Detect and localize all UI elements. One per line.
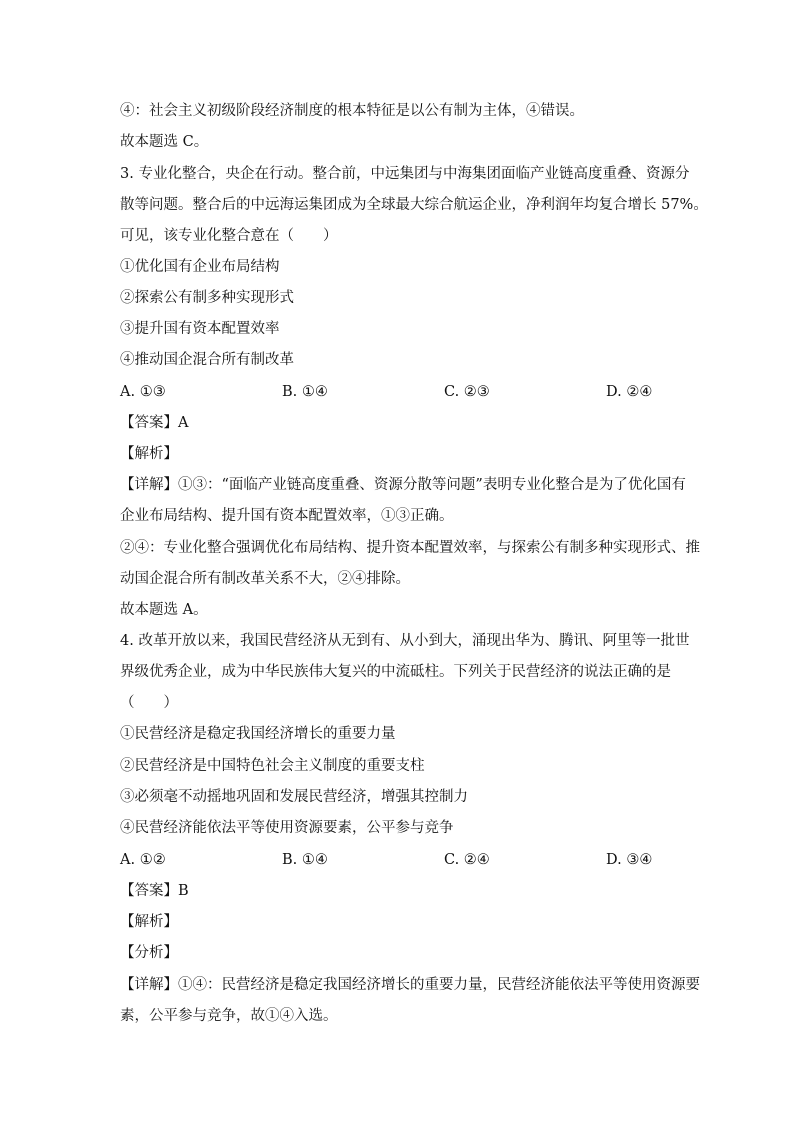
explanation-line: 【详解】①③：“面临产业链高度重叠、资源分散等问题”表明专业化整合是为了优化国有 [120, 477, 686, 493]
option-a: A. ①② [120, 852, 166, 868]
question-3-stem: 散等问题。整合后的中远海运集团成为全球最大综合航运企业，净利润年均复合增长 57%。 [120, 197, 708, 213]
statement: ②民营经济是中国特色社会主义制度的重要支柱 [120, 758, 425, 774]
option-d: D. ③④ [606, 852, 653, 868]
explanation-line: 【详解】①④：民营经济是稳定我国经济增长的重要力量，民营经济能依法平等使用资源要 [120, 977, 700, 993]
statement: ④推动国企混合所有制改革 [120, 352, 294, 368]
answer-label: 【答案】B [120, 883, 189, 899]
statement: ③提升国有资本配置效率 [120, 321, 280, 337]
answer-label: 【答案】A [120, 415, 189, 431]
statement: ①民营经济是稳定我国经济增长的重要力量 [120, 726, 396, 742]
question-4-stem: 4. 改革开放以来，我国民营经济从无到有、从小到大，涌现出华为、腾讯、阿里等一批世 [120, 633, 690, 649]
analysis-label: 【解析】 [120, 446, 178, 462]
option-c: C. ②③ [444, 384, 490, 400]
text-line: 故本题选 C。 [120, 134, 209, 150]
explanation-line: 素，公平参与竞争，故①④入选。 [120, 1008, 338, 1024]
option-a: A. ①③ [120, 384, 166, 400]
explanation-line: 动国企混合所有制改革关系不大，②④排除。 [120, 571, 410, 587]
analysis-label: 【分析】 [120, 945, 178, 961]
text-line: 故本题选 A。 [120, 602, 208, 618]
statement: ①优化国有企业布局结构 [120, 259, 280, 275]
option-d: D. ②④ [606, 384, 653, 400]
analysis-label: 【解析】 [120, 914, 178, 930]
option-b: B. ①④ [282, 384, 328, 400]
text-line: ④：社会主义初级阶段经济制度的根本特征是以公有制为主体，④错误。 [120, 103, 584, 119]
option-c: C. ②④ [444, 852, 490, 868]
question-4-stem: （ ） [120, 695, 178, 711]
statement: ④民营经济能依法平等使用资源要素，公平参与竞争 [120, 820, 454, 836]
statement: ②探索公有制多种实现形式 [120, 290, 294, 306]
explanation-line: 企业布局结构、提升国有资本配置效率，①③正确。 [120, 508, 454, 524]
explanation-line: ②④：专业化整合强调优化布局结构、提升资本配置效率，与探索公有制多种实现形式、推 [120, 540, 700, 556]
question-4-stem: 界级优秀企业，成为中华民族伟大复兴的中流砥柱。下列关于民营经济的说法正确的是 [120, 664, 671, 680]
question-3-stem: 可见，该专业化整合意在（ ） [120, 228, 338, 244]
question-3-stem: 3. 专业化整合，央企在行动。整合前，中远集团与中海集团面临产业链高度重叠、资源分 [120, 166, 690, 182]
question-4-options [120, 850, 680, 870]
question-3-options [120, 382, 680, 402]
option-b: B. ①④ [282, 852, 328, 868]
statement: ③必须毫不动摇地巩固和发展民营经济，增强其控制力 [120, 789, 468, 805]
